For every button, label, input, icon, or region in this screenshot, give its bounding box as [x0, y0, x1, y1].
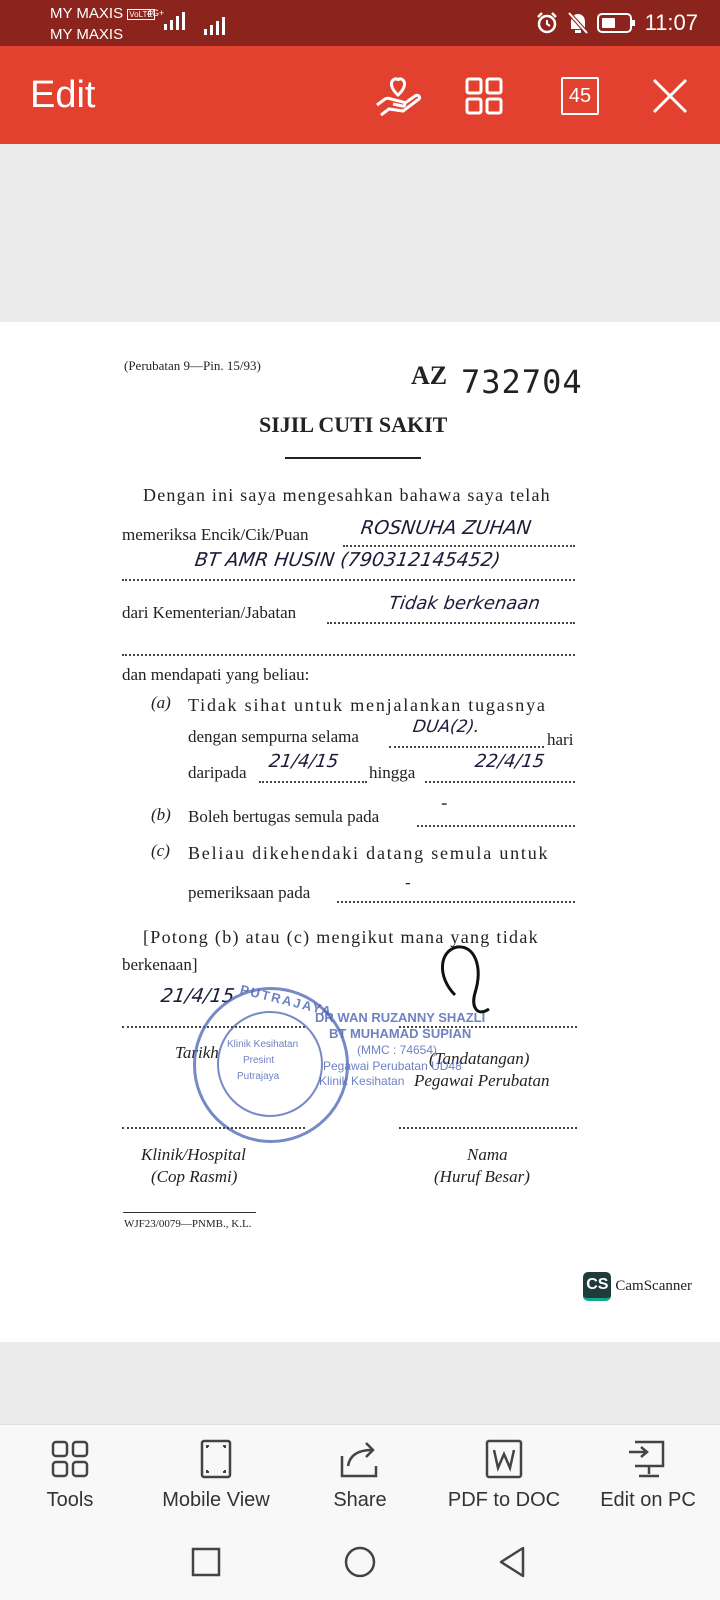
mobile-view-icon	[199, 1438, 233, 1480]
document-viewer[interactable]	[0, 144, 720, 1424]
pdf-to-doc-label: PDF to DOC	[447, 1489, 561, 1511]
days-dots	[389, 746, 544, 748]
alarm-icon	[535, 11, 559, 35]
certificate-title: SIJIL CUTI SAKIT	[259, 412, 448, 437]
leave-days: DUA(2).	[411, 717, 482, 737]
monitor-icon	[627, 1438, 669, 1480]
status-time: 11:07	[644, 10, 698, 35]
title-underline	[285, 457, 421, 459]
carrier-label-1	[50, 5, 155, 23]
stamp-clinic-line-3: Putrajaya	[237, 1071, 280, 1082]
home-button[interactable]	[340, 1542, 380, 1582]
grid-icon	[464, 76, 504, 116]
stamp-clinic-line-2: Presint	[243, 1055, 275, 1066]
from-label: daripada	[188, 763, 247, 782]
stamp-ring-text: PUTRAJAYA	[238, 981, 335, 1020]
share-icon	[338, 1438, 382, 1480]
share-label: Share	[333, 1489, 387, 1511]
item-c-marker: (c)	[151, 841, 170, 860]
tools-button[interactable]	[0, 1437, 140, 1513]
page-count-button[interactable]	[554, 70, 606, 122]
signed-date: 21/4/15	[159, 985, 236, 1007]
item-b-text: Boleh bertugas semula pada	[188, 807, 380, 826]
clinic-dots	[122, 1127, 305, 1129]
mobile-view-button[interactable]	[146, 1437, 286, 1513]
from-dots	[259, 781, 367, 783]
note-line-1: [Potong (b) atau (c) mengikut mana yang tidak	[143, 927, 539, 947]
date-label: Tarikh	[175, 1043, 219, 1062]
edit-on-pc-button[interactable]	[578, 1437, 718, 1513]
footer-code: WJF23/0079—PNMB., K.L.	[124, 1218, 252, 1230]
app-bar	[0, 46, 720, 144]
patient-name-line-2: BT AMR HUSIN (790312145452)	[193, 549, 502, 571]
item-a-line-1: Tidak sihat untuk menjalankan tugasnya	[188, 695, 547, 715]
to-label: hingga	[369, 763, 416, 782]
ministry-value: Tidak berkenaan	[387, 593, 542, 614]
serial-number: 732704	[461, 363, 583, 401]
recents-button[interactable]	[186, 1542, 226, 1582]
close-button[interactable]	[644, 70, 696, 122]
name-sublabel: (Huruf Besar)	[434, 1167, 530, 1186]
note-line-2: berkenaan]	[122, 955, 198, 974]
share-button[interactable]	[290, 1437, 430, 1513]
stamp-doctor-name-2: BT MUHAMAD SUPIAN	[329, 1026, 472, 1041]
home-icon	[343, 1545, 377, 1579]
page-count-badge: 45	[561, 77, 599, 115]
ministry-label: dari Kementerian/Jabatan	[122, 603, 297, 622]
status-bar	[0, 0, 720, 46]
tools-grid-icon	[50, 1439, 90, 1479]
found-label: dan mendapati yang beliau:	[122, 665, 310, 684]
back-button[interactable]	[492, 1542, 532, 1582]
stamp-doctor-title: Pegawai Perubatan UD48	[323, 1059, 462, 1073]
mobile-view-label: Mobile View	[162, 1489, 270, 1511]
item-b-value: -	[439, 793, 449, 814]
clinic-sublabel: (Cop Rasmi)	[151, 1167, 238, 1186]
item-c-line-2: pemeriksaan pada	[188, 883, 311, 902]
system-nav-bar	[0, 1524, 720, 1600]
volte-badge: VoLTE	[129, 9, 153, 19]
stamp-clinic-line-1: Klinik Kesihatan	[227, 1039, 299, 1050]
para-1: Dengan ini saya mengesahkan bahawa saya telah	[143, 485, 551, 505]
close-icon	[651, 77, 689, 115]
patient-name-line-1: ROSNUHA ZUHAN	[359, 517, 533, 539]
edit-on-pc-label: Edit on PC	[600, 1489, 696, 1511]
ministry-dots	[327, 622, 575, 624]
clinic-label: Klinik/Hospital	[141, 1145, 246, 1164]
officer-label: Pegawai Perubatan	[414, 1071, 550, 1090]
from-date: 21/4/15	[267, 751, 340, 772]
status-right	[535, 10, 698, 36]
document-page[interactable]	[0, 322, 720, 1342]
word-doc-icon	[485, 1439, 523, 1479]
camscanner-watermark	[583, 1272, 692, 1301]
hari-label: hari	[547, 730, 574, 749]
name-dots	[399, 1127, 577, 1129]
item-a-marker: (a)	[151, 693, 171, 712]
item-a-line-2: dengan sempurna selama	[188, 727, 359, 746]
item-b-dots	[417, 825, 575, 827]
donate-button[interactable]	[372, 70, 424, 122]
patient-label: memeriksa Encik/Cik/Puan	[122, 525, 309, 544]
patient-dots-2	[122, 579, 575, 581]
heart-hand-icon	[373, 71, 423, 121]
item-c-line-1: Beliau dikehendaki datang semula untuk	[188, 843, 550, 863]
tools-label: Tools	[46, 1489, 94, 1511]
network-type: 4G+	[147, 8, 165, 18]
recents-icon	[190, 1546, 222, 1578]
signal-strength-2-icon	[202, 15, 228, 37]
bottom-toolbar	[0, 1424, 720, 1525]
battery-icon	[597, 12, 637, 34]
camscanner-text: CamScanner	[615, 1278, 692, 1294]
patient-dots-1	[343, 545, 575, 547]
signal-icons	[147, 8, 228, 37]
pdf-to-doc-button[interactable]	[434, 1437, 574, 1513]
grid-view-button[interactable]	[458, 70, 510, 122]
camscanner-logo: CS	[583, 1272, 611, 1301]
form-reference: (Perubatan 9—Pin. 15/93)	[124, 358, 261, 373]
item-b-marker: (b)	[151, 805, 171, 824]
stamp-doctor-name-1: DR WAN RUZANNY SHAZLI	[315, 1010, 486, 1025]
back-icon	[496, 1545, 528, 1579]
stamp-doctor-clinic: Klinik Kesihatan	[319, 1074, 405, 1088]
carrier-label-2: MY MAXIS	[50, 26, 124, 43]
stamp-doctor-mmc: (MMC : 74654)	[357, 1043, 438, 1057]
mute-bell-icon	[567, 11, 589, 35]
sick-leave-certificate	[77, 327, 642, 1287]
item-c-dots	[337, 901, 575, 903]
page-title[interactable]: Edit	[30, 74, 96, 116]
signature-label: (Tandatangan)	[429, 1049, 530, 1068]
footer-rule	[123, 1212, 256, 1213]
carrier-1-name: MY MAXIS	[50, 5, 124, 22]
item-c-value: -	[403, 873, 413, 892]
name-label: Nama	[467, 1145, 508, 1164]
serial-prefix: AZ	[411, 361, 448, 390]
to-dots	[425, 781, 575, 783]
to-date: 22/4/15	[473, 751, 546, 772]
ministry-dots-2	[122, 654, 575, 656]
